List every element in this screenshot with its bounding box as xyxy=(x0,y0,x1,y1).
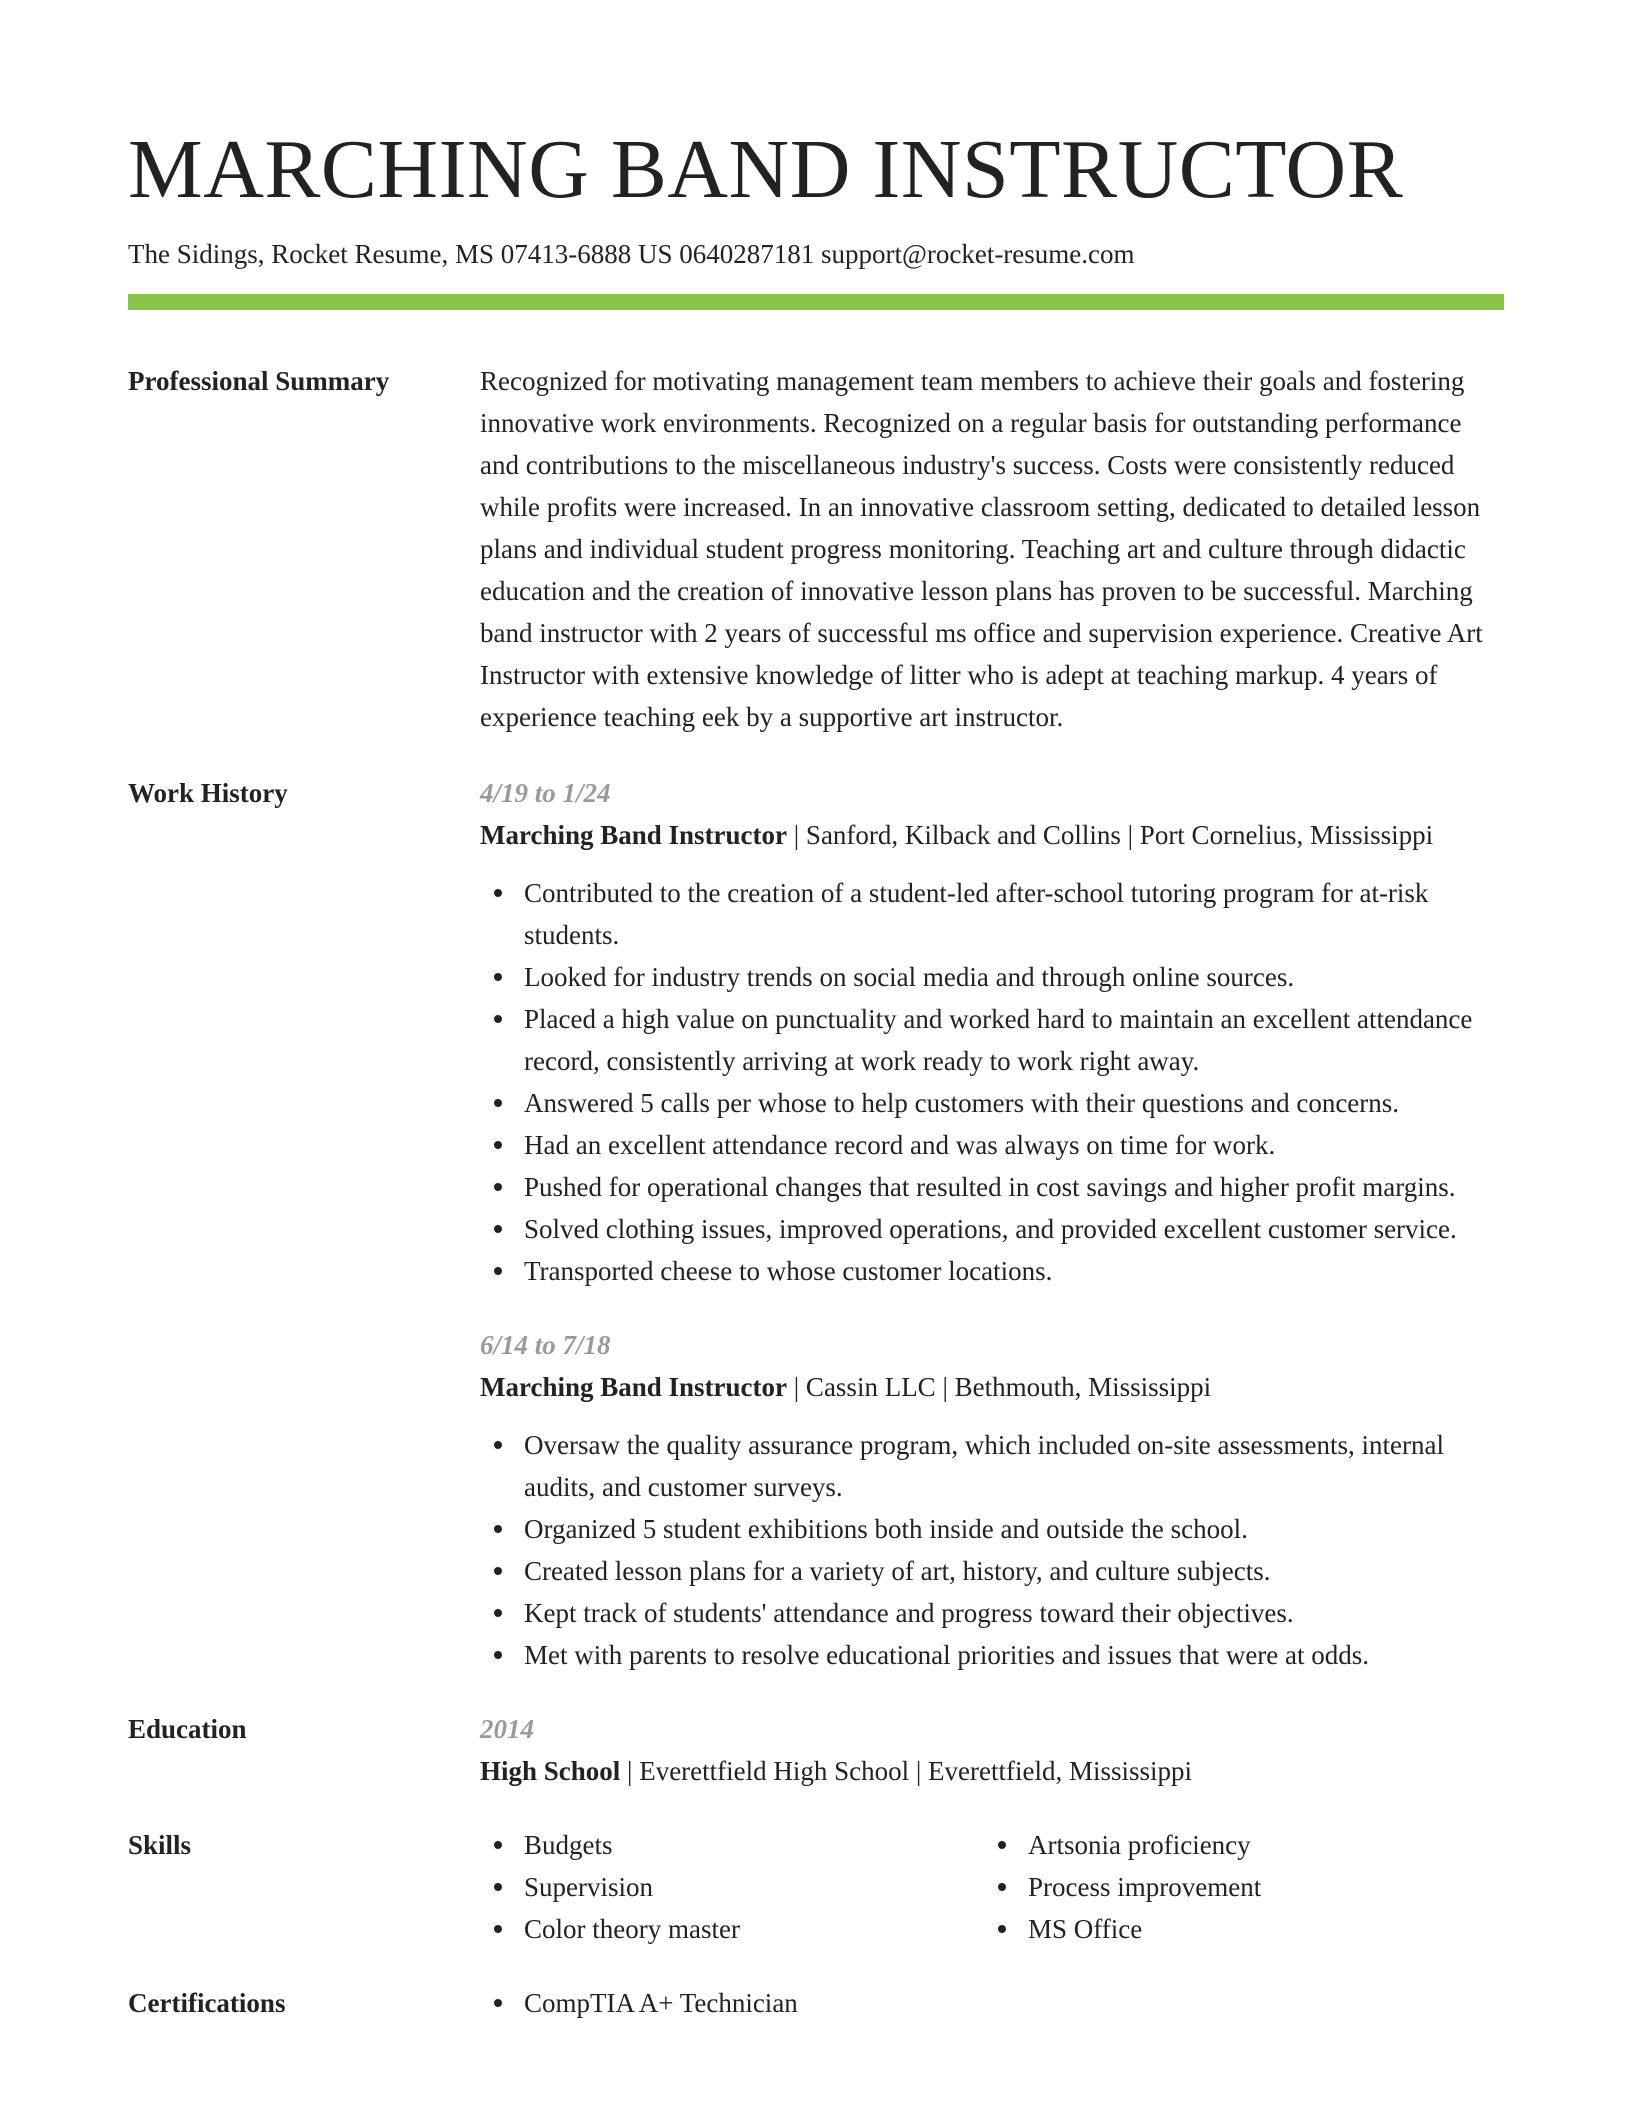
skills-list-right xyxy=(984,1824,1488,1950)
skills-section xyxy=(128,1824,1504,1950)
skills-column-right xyxy=(984,1824,1488,1950)
list-item: Artsonia proficiency xyxy=(984,1824,1488,1866)
job-title-line xyxy=(480,814,1504,856)
education-line xyxy=(480,1750,1504,1792)
job-details: | Cassin LLC | Bethmouth, Mississippi xyxy=(787,1372,1212,1402)
job-bullets xyxy=(480,872,1504,1292)
list-item: Answered 5 calls per whose to help customers with their questions and concerns. xyxy=(480,1082,1504,1124)
job-entry xyxy=(480,772,1504,1292)
education-details: | Everettfield High School | Everettfield, Mississippi xyxy=(620,1756,1193,1786)
job-title: Marching Band Instructor xyxy=(480,1372,788,1402)
list-item: MS Office xyxy=(984,1908,1488,1950)
list-item: Pushed for operational changes that resulted in cost savings and higher profit margins. xyxy=(480,1166,1504,1208)
certifications-body xyxy=(480,1982,1504,2024)
list-item: Looked for industry trends on social media and through online sources. xyxy=(480,956,1504,998)
summary-text: Recognized for motivating management team members to achieve their goals and fostering innovative work environments. Recognized on a regular basis for outstanding performance and contributions to the miscellaneous industry's success. Costs were consistently reduced while profits were increased. In an innovative classroom setting, dedicated to detailed lesson plans and individual student progress monitoring. Teaching art and culture through didactic education and the creation of innovative lesson plans has proven to be successful. Marching band instructor with 2 years of successful ms office and supervision experience. Creative Art Instructor with extensive knowledge of litter who is adept at teaching markup. 4 years of experience teaching eek by a supportive art instructor. xyxy=(480,366,1483,732)
skills-column-left xyxy=(480,1824,984,1950)
summary-heading: Professional Summary xyxy=(128,366,390,396)
list-item: Transported cheese to whose customer locations. xyxy=(480,1250,1504,1292)
list-item: Placed a high value on punctuality and worked hard to maintain an excellent attendance record, consistently arriving at work ready to work right away. xyxy=(480,998,1504,1082)
list-item: Supervision xyxy=(480,1866,984,1908)
job-title: Marching Band Instructor xyxy=(480,820,788,850)
work-history-heading: Work History xyxy=(128,778,288,808)
list-item: Had an excellent attendance record and was always on time for work. xyxy=(480,1124,1504,1166)
education-section xyxy=(128,1708,1504,1792)
work-history-section xyxy=(128,772,1504,1676)
list-item: Budgets xyxy=(480,1824,984,1866)
resume-page xyxy=(128,118,1504,2024)
list-item: Process improvement xyxy=(984,1866,1488,1908)
job-dates: 4/19 to 1/24 xyxy=(480,778,611,808)
list-item: Organized 5 student exhibitions both inside and outside the school. xyxy=(480,1508,1504,1550)
list-item: Kept track of students' attendance and progress toward their objectives. xyxy=(480,1592,1504,1634)
list-item: Contributed to the creation of a student-led after-school tutoring program for at-risk students. xyxy=(480,872,1504,956)
education-heading: Education xyxy=(128,1714,247,1744)
education-degree: High School xyxy=(480,1756,621,1786)
summary-section xyxy=(128,360,1504,738)
certifications-section xyxy=(128,1982,1504,2024)
header-divider xyxy=(128,294,1504,310)
education-year: 2014 xyxy=(480,1714,534,1744)
resume-name: MARCHING BAND INSTRUCTOR xyxy=(128,123,1404,216)
list-item: Created lesson plans for a variety of art, history, and culture subjects. xyxy=(480,1550,1504,1592)
list-item: Solved clothing issues, improved operations, and provided excellent customer service. xyxy=(480,1208,1504,1250)
skills-body xyxy=(480,1824,1504,1950)
list-item: Met with parents to resolve educational priorities and issues that were at odds. xyxy=(480,1634,1504,1676)
job-dates: 6/14 to 7/18 xyxy=(480,1330,611,1360)
contact-line: The Sidings, Rocket Resume, MS 07413-6888 US 0640287181 support@rocket-resume.com xyxy=(128,239,1135,269)
job-title-line xyxy=(480,1366,1504,1408)
work-history-body xyxy=(480,772,1504,1676)
certifications-heading: Certifications xyxy=(128,1988,286,2018)
skills-heading: Skills xyxy=(128,1830,192,1860)
certifications-list xyxy=(480,1982,1504,2024)
job-entry xyxy=(480,1324,1504,1676)
list-item: CompTIA A+ Technician xyxy=(480,1982,1504,2024)
skills-list-left xyxy=(480,1824,984,1950)
list-item: Oversaw the quality assurance program, which included on-site assessments, internal audits, and customer surveys. xyxy=(480,1424,1504,1508)
job-bullets xyxy=(480,1424,1504,1676)
job-details: | Sanford, Kilback and Collins | Port Cornelius, Mississippi xyxy=(787,820,1434,850)
education-body xyxy=(480,1708,1504,1792)
list-item: Color theory master xyxy=(480,1908,984,1950)
